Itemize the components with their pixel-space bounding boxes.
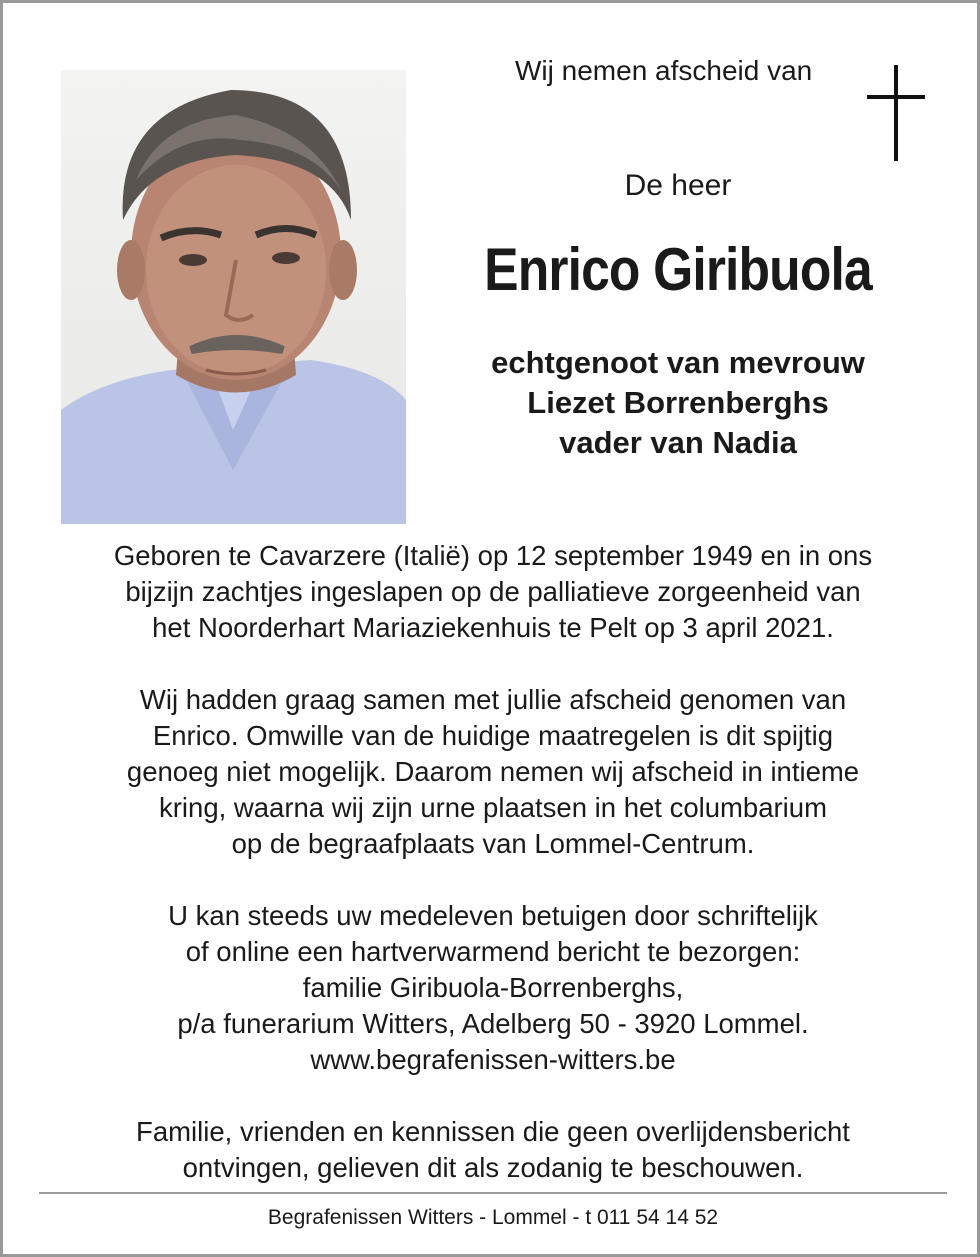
relation-line: Liezet Borrenberghs <box>527 385 829 420</box>
text-line: U kan steeds uw medeleven betuigen door schriftelijk <box>168 900 818 931</box>
text-line: genoeg niet mogelijk. Daarom nemen wij afscheid in intieme <box>126 756 860 787</box>
text-line: p/a funerarium Witters, Adelberg 50 - 3920 Lommel. <box>177 1008 809 1039</box>
cross-icon <box>867 65 925 161</box>
intro-text: Wij nemen afscheid van <box>515 55 813 86</box>
text-line: Familie, vrienden en kennissen die geen overlijdensbericht <box>136 1116 850 1147</box>
relation-line: echtgenoot van mevrouw <box>491 345 865 380</box>
text-line: familie Giribuola-Borrenberghs, <box>302 972 684 1003</box>
body-text <box>33 538 953 1222</box>
deceased-name: Enrico Giribuola <box>484 236 872 303</box>
portrait-photo <box>61 70 406 524</box>
footer-contact: Begrafenissen Witters - Lommel - t 011 54 14 52 <box>267 1206 719 1229</box>
divider <box>39 1192 947 1194</box>
website-link[interactable]: www.begrafenissen-witters.be <box>310 1044 676 1075</box>
text-line: kring, waarna wij zijn urne plaatsen in het columbarium <box>159 792 827 823</box>
text-line: of online een hartverwarmend bericht te bezorgen: <box>185 936 801 967</box>
text-line: het Noorderhart Mariaziekenhuis te Pelt op 3 april 2021. <box>152 612 834 643</box>
salutation: De heer <box>624 169 732 202</box>
text-line: ontvingen, gelieven dit als zodanig te beschouwen. <box>182 1152 804 1183</box>
notice-paragraph <box>33 1114 953 1186</box>
text-line: Enrico. Omwille van de huidige maatregelen is dit spijtig <box>152 720 834 751</box>
text-line: Geboren te Cavarzere (Italië) op 12 september 1949 en in ons <box>113 540 873 571</box>
text-line: Wij hadden graag samen met jullie afscheid genomen van <box>139 684 847 715</box>
relation-line: vader van Nadia <box>559 425 797 460</box>
relations-block <box>443 343 913 463</box>
text-line: bijzijn zachtjes ingeslapen op de palliatieve zorgeenheid van <box>125 576 861 607</box>
farewell-paragraph <box>33 682 953 862</box>
text-line: op de begraafplaats van Lommel-Centrum. <box>231 828 755 859</box>
birth-death-paragraph <box>33 538 953 646</box>
condolence-paragraph <box>33 898 953 1078</box>
